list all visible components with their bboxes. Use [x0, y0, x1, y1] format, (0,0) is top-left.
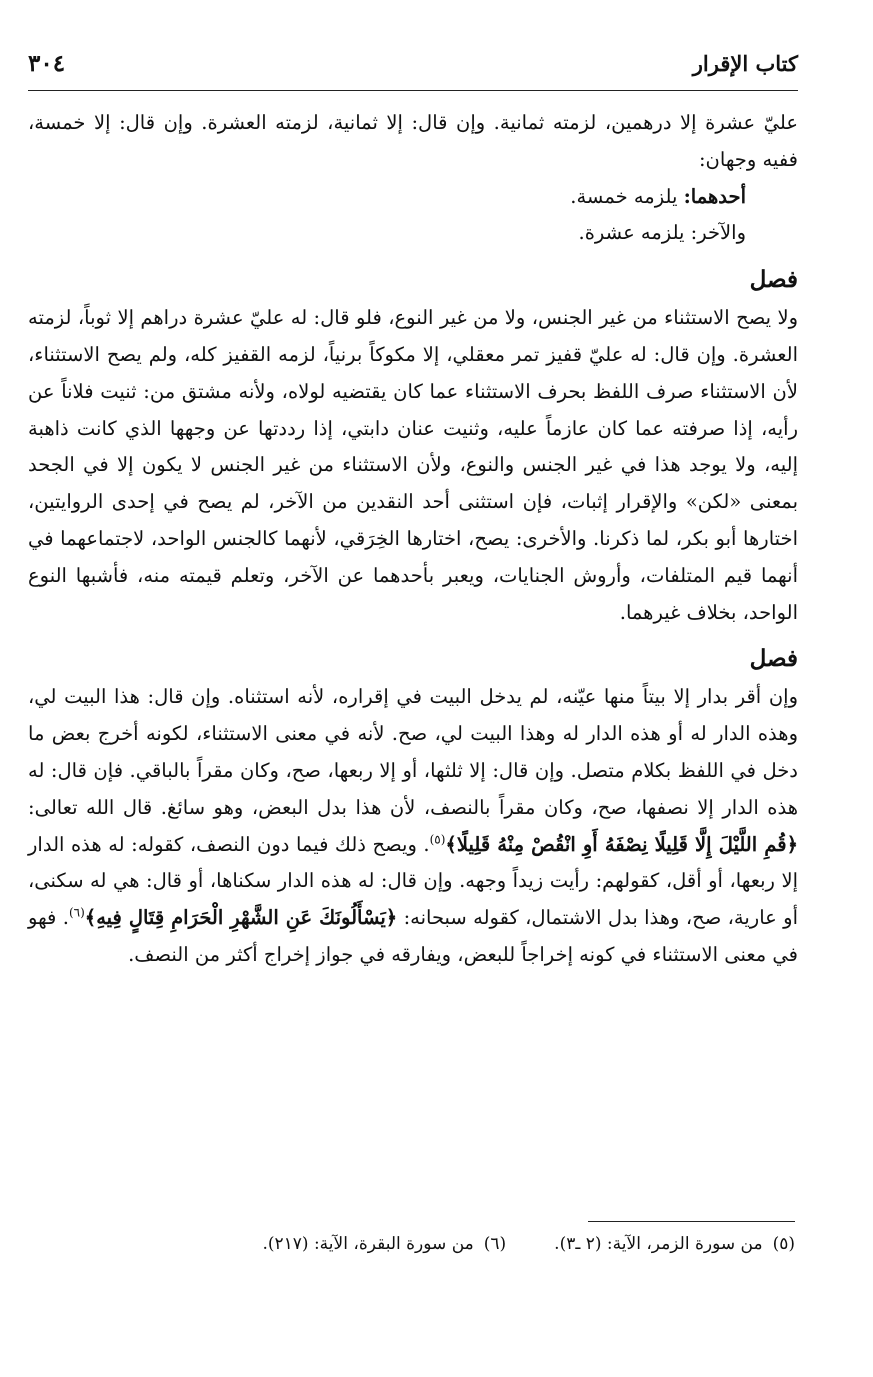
footnote-ref-6: (٦) [68, 905, 85, 920]
option-two-text: يلزمه عشرة. [578, 221, 691, 245]
running-header [28, 50, 798, 91]
option-one [28, 179, 798, 216]
footnote-text: من سورة البقرة، الآية: (٢١٧). [262, 1234, 474, 1254]
option-two [28, 215, 798, 252]
footnote-text: من سورة الزمر، الآية: (٢ ـ٣). [554, 1234, 763, 1254]
book-title: كتاب الإقرار [692, 51, 798, 76]
body-text [28, 105, 798, 974]
footnote-marker: (٦) [483, 1234, 507, 1254]
paragraph-3-part-c: . فهو في معنى الاستثناء في كونه إخراجاً للبعض، ويفارقه في جواز إخراج أكثر من النصف. [28, 906, 798, 966]
paragraph-3-part-a: وإن أقر بدار إلا بيتاً منها عيّنه، لم يدخل البيت في إقراره، لأنه استثناه. وإن قال: هذا البيت لي، وهذه الدار له أو هذه الدار له وهذا البيت لي، صح. لأنه في معنى الاستثناء، لكونه أخرج بعض ما دخل في اللفظ بكلام متصل. وإن قال: إلا ثلثها، أو إلا ربعها، صح، وكان مقراً بالباقي. فإن قال: له هذه الدار إلا نصفها، صح، وكان مقراً بالنصف، لأن هذا بدل البعض، وهو سائغ. قال الله تعالى: [28, 685, 798, 819]
footnote-6 [262, 1234, 506, 1254]
section-heading-1: فصل [749, 266, 798, 294]
paragraph-2: ولا يصح الاستثناء من غير الجنس، ولا من غير النوع، فلو قال: له عليّ عشرة دراهم إلا ثوباً، لزمته العشرة. وإن قال: له عليّ قفيز تمر معقلي، إلا مكوكاً برنياً، لزمه القفيز كله، ولم يصح الاستثناء، لأن الاستثناء صرف اللفظ بحرف الاستثناء عما كان يقتضيه لولاه، ولأنه مشتق من: ثنيت فلاناً عن رأيه، إذا صرفته عما كان عازماً عليه، وثنيت عنان دابتي، إذا رددتها عن وجهها الذي كانت ذاهبة إليه، ولا يوجد هذا في غير الجنس والنوع، ولأن الاستثناء من غير الجنس لا يكون إلا في الجحد بمعنى «لكن» والإقرار إثبات، فإن استثنى أحد النقدين من الآخر، لم يصح في إحدى الروايتين، اختارها أبو بكر، لما ذكرنا. والأخرى: يصح، اختارها الخِرَقي، لأنهما كالجنس الواحد، لاجتماعهما في أنهما قيم المتلفات، وأروش الجنايات، ويعبر بأحدهما عن الآخر، وتعلم قيمته منه، فأشبها النوع الواحد، بخلاف غيرهما. [28, 306, 798, 624]
footnote-ref-5: (٥) [429, 832, 446, 847]
option-one-lead: أحدهما: [683, 184, 746, 208]
footnotes [95, 1234, 795, 1254]
option-two-lead: والآخر: [690, 221, 746, 245]
section-heading-2: فصل [749, 645, 798, 673]
footnote-5 [554, 1234, 795, 1254]
paragraph-3-part-b: . ويصح ذلك فيما دون النصف، كقوله: له هذه الدار إلا ربعها، أو أقل، كقولهم: رأيت زيداً وجهه. وإن قال: له هذه الدار سكناها، أو قال: هي له سكنى، أو عارية، صح، وهذا بدل الاشتمال، كقوله سبحانه: [28, 832, 798, 930]
paragraph-3 [28, 679, 798, 973]
paragraph-1: عليّ عشرة إلا درهمين، لزمته ثمانية. وإن قال: إلا ثمانية، لزمته العشرة. وإن قال: إلا خمسة، ففيه وجهان: [28, 111, 798, 171]
footnote-marker: (٥) [772, 1234, 795, 1254]
quran-quote-1: ﴿قُمِ اللَّيْلَ إِلَّا قَلِيلًا نِصْفَهُ أَوِ انْقُصْ مِنْهُ قَلِيلًا﴾ [445, 832, 799, 856]
book-page [28, 50, 798, 974]
footnote-divider [588, 1221, 795, 1222]
page-number: ٣٠٤ [28, 50, 66, 77]
quran-quote-2: ﴿يَسْأَلُونَكَ عَنِ الشَّهْرِ الْحَرَامِ قِتَالٍ فِيهِ﴾ [84, 906, 398, 930]
option-one-text: يلزمه خمسة. [570, 184, 684, 208]
